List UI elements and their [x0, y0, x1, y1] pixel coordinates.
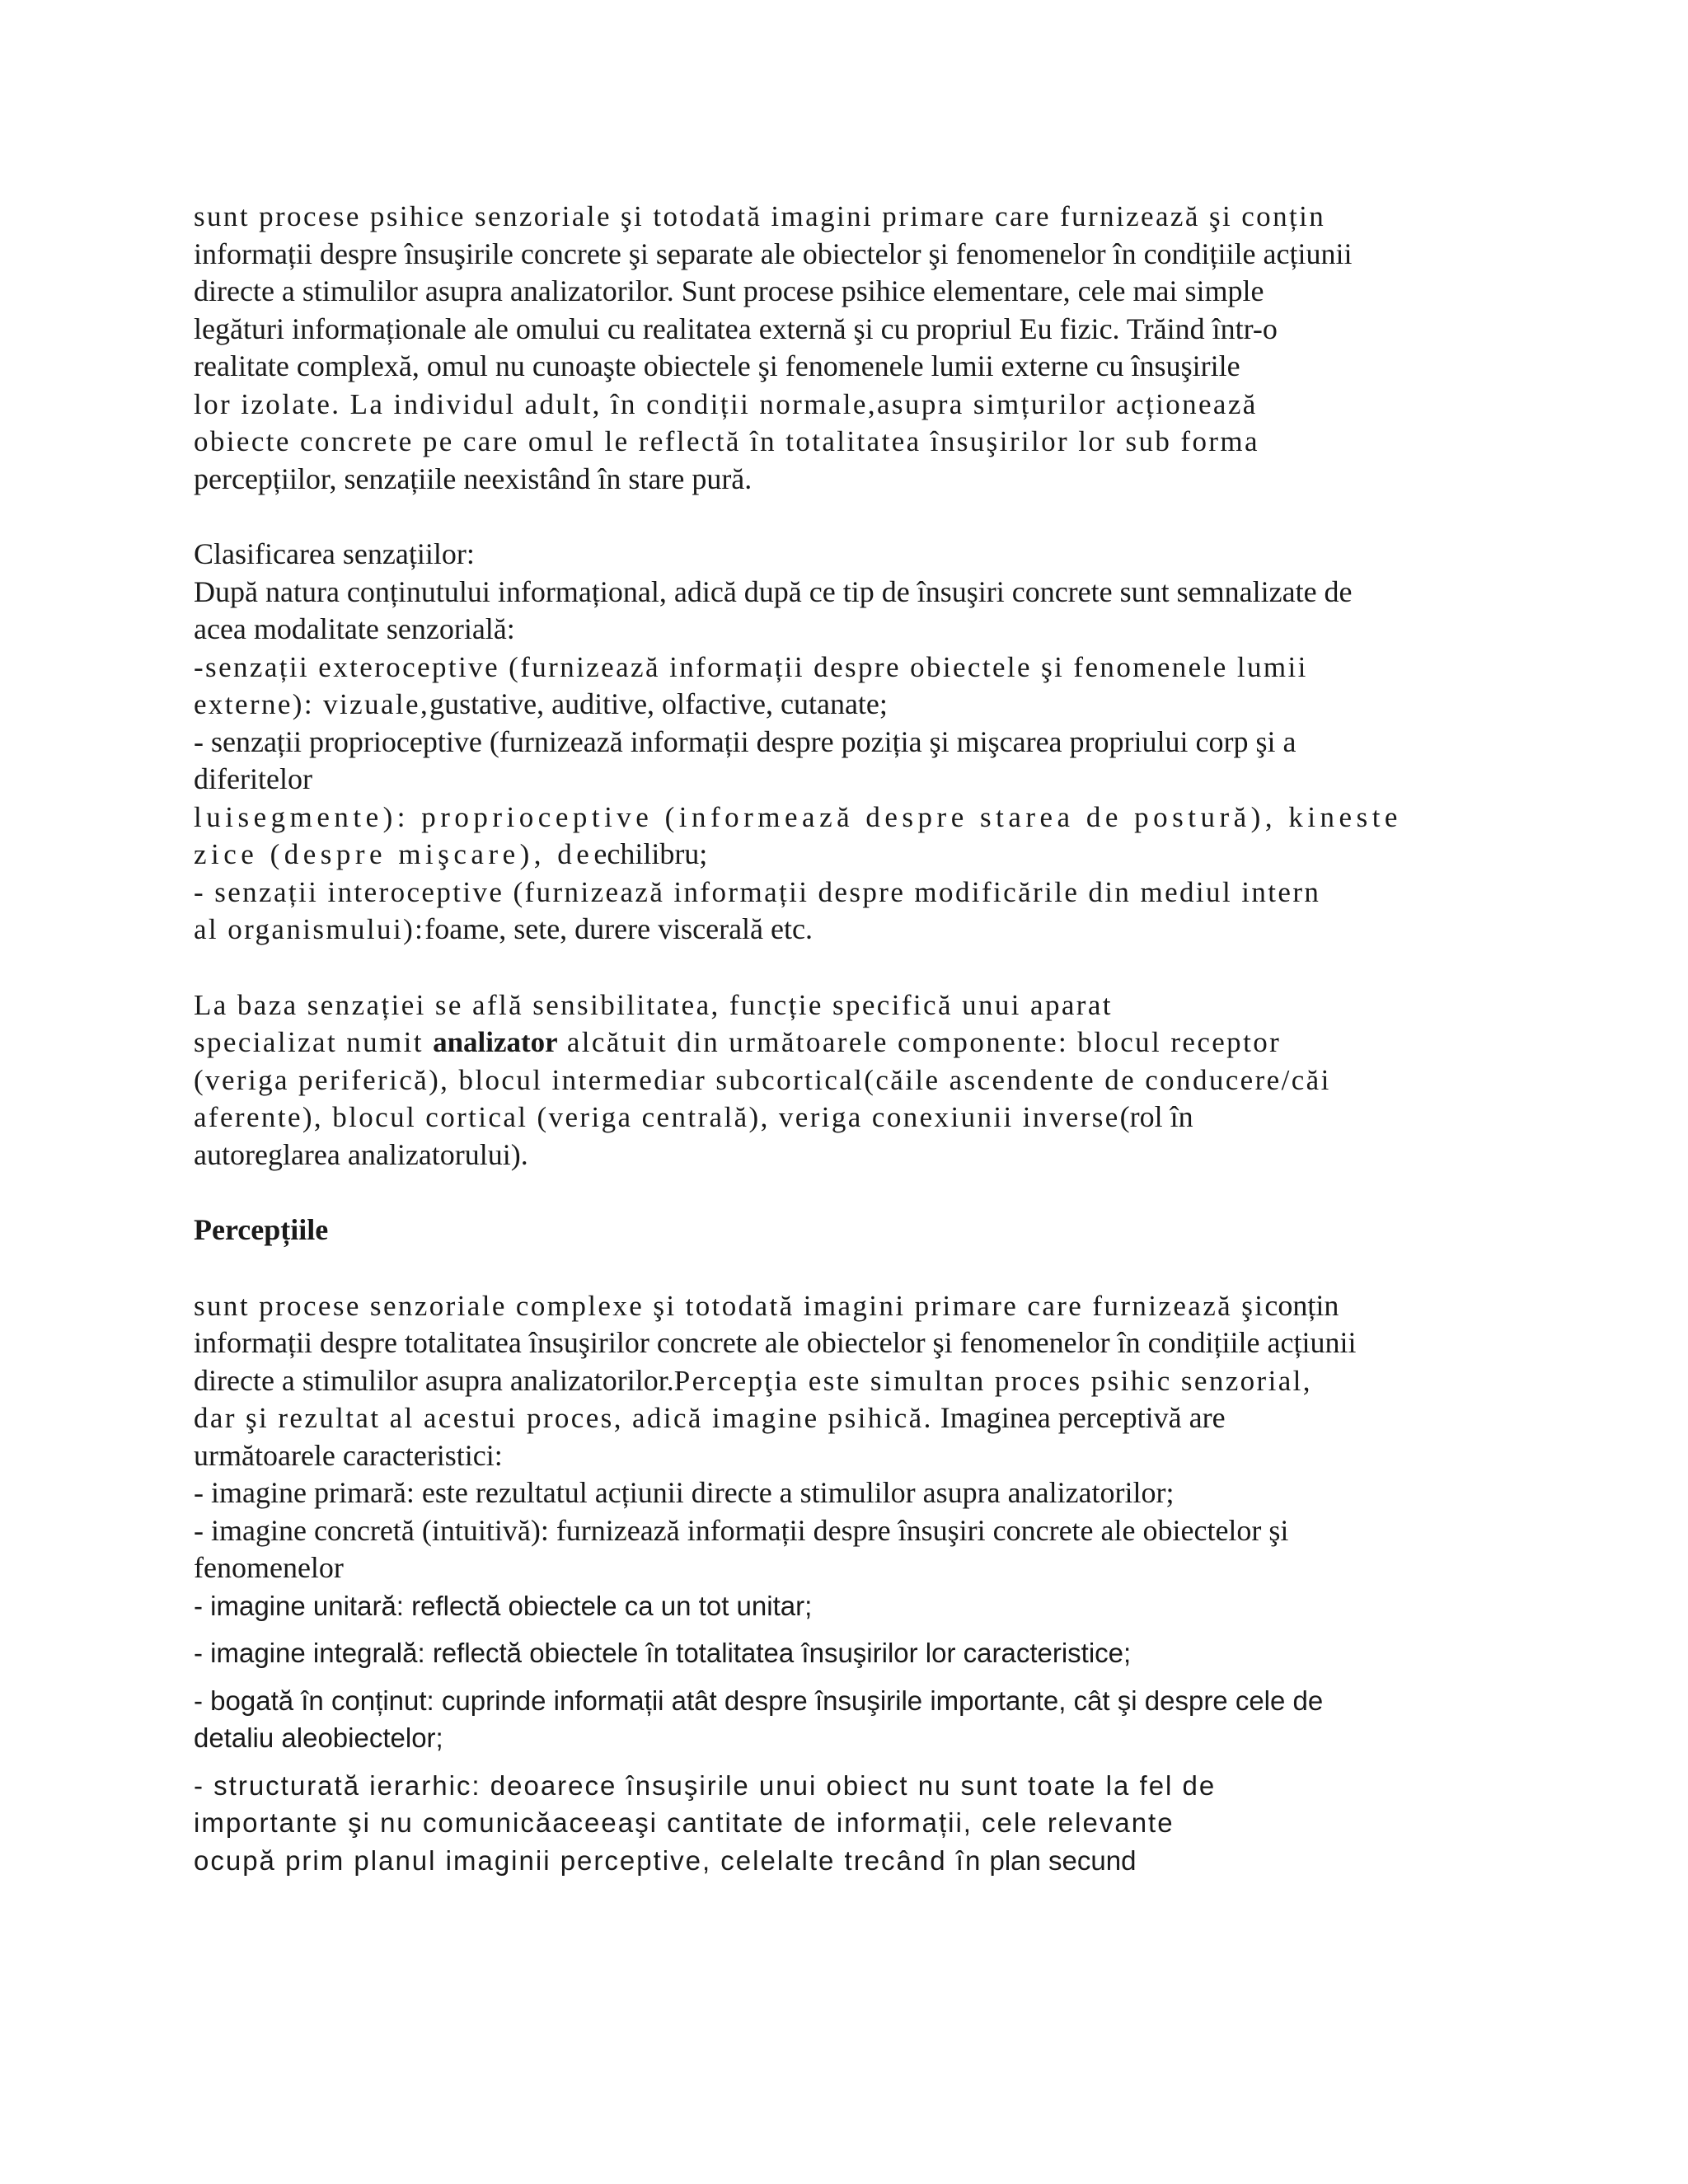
text-span: gustative, auditive, olfactive, cutanate;: [429, 687, 888, 720]
text-line: [194, 1842, 1504, 1880]
text-line: - imagine integrală: reflectă obiectele în totalitatea însuşirilor lor caracteristice;: [194, 1638, 1132, 1668]
text-line: diferitelor: [194, 762, 312, 795]
paragraph-gap: [194, 1249, 1504, 1287]
text-line: [194, 1362, 1504, 1400]
text-span: zice (despre mişcare), de: [194, 838, 594, 870]
text-span: importante şi nu comunică: [194, 1807, 553, 1838]
text-line: [194, 1399, 1504, 1437]
text-span: (rol în: [1119, 1100, 1193, 1133]
text-line: [194, 1024, 1504, 1062]
text-line: legături informaționale ale omului cu realitatea externă şi cu propriul Eu fizic. Trăind într-o: [194, 312, 1278, 345]
text-span: foame, sete, durere viscerală etc.: [424, 912, 813, 945]
text-line: - senzații interoceptive (furnizează informații despre modificările din mediul intern: [194, 875, 1321, 908]
text-line: informații despre totalitatea însuşirilor concrete ale obiectelor şi fenomenelor în condițiile acțiunii: [194, 1326, 1357, 1359]
text-line: - senzații proprioceptive (furnizează informații despre poziția şi mişcarea propriului corp şi a: [194, 724, 1296, 758]
text-span: alcătuit din următoarele componente: blocul receptor: [557, 1026, 1282, 1058]
section-heading: Percepțiile: [194, 1213, 329, 1246]
text-line: percepțiilor, senzațiile neexistând în stare pură.: [194, 462, 753, 495]
text-span: realitate complexă, omul nu cunoaşte obiectele şi fenomenele lumii externe cu însuşirile: [194, 349, 1240, 382]
text-line: [194, 1099, 1504, 1137]
text-line: - imagine primară: este rezultatul acțiunii directe a stimulilor asupra analizatorilor;: [194, 1476, 1175, 1509]
text-line: [194, 836, 1504, 874]
text-span: plan secund: [982, 1844, 1137, 1876]
text-line: - imagine unitară: reflectă obiectele ca un tot unitar;: [194, 1590, 813, 1621]
text-span: dar şi rezultat al acestui proces, adică imagine psihică.: [194, 1402, 933, 1434]
text-line: [194, 348, 1504, 386]
text-span: aferente), blocul cortical (veriga centrală), veriga conexiunii inverse: [194, 1101, 1120, 1133]
text-span: directe a stimulilor asupra analizatorilor.: [194, 1363, 674, 1397]
text-span: obiectelor;: [317, 1722, 443, 1753]
text-line: După natura conținutului informațional, adică după ce tip de însuşiri concrete sunt semnalizate de: [194, 574, 1353, 608]
text-line: lor izolate. La individul adult, în condiții normale,asupra simțurilor acționează: [194, 387, 1258, 420]
text-line: luisegmente): proprioceptive (informează despre starea de postură), kineste: [194, 800, 1402, 833]
paragraph-gap: [194, 1174, 1504, 1212]
text-line: [194, 1287, 1504, 1325]
text-line: - imagine concretă (intuitivă): furnizează informații despre însuşiri concrete ale obiectelor şi: [194, 1513, 1289, 1547]
text-line: următoarele caracteristici:: [194, 1438, 503, 1472]
text-line: - bogată în conținut: cuprinde informații atât despre însuşirile importante, cât şi despre cele de: [194, 1685, 1324, 1716]
text-line: informații despre însuşirile concrete şi separate ale obiectelor şi fenomenelor în condițiile acțiunii: [194, 237, 1353, 270]
text-line: [194, 1804, 1504, 1842]
text-span: externe): vizuale,: [194, 688, 430, 720]
text-line: directe a stimulilor asupra analizatorilor. Sunt procese psihice elementare, cele mai simple: [194, 274, 1264, 307]
text-line: -senzații exteroceptive (furnizează informații despre obiectele şi fenomenele lumii: [194, 650, 1308, 683]
text-span: aceeaşi cantitate de informații, cele relevante: [552, 1807, 1175, 1838]
text-line: sunt procese psihice senzoriale şi totodată imagini primare care furnizează şi conțin: [194, 200, 1326, 232]
text-line: fenomenelor: [194, 1551, 344, 1584]
text-line: La baza senzației se află sensibilitatea, funcție specifică unui aparat: [194, 988, 1113, 1021]
text-span: Percepţia este simultan proces psihic senzorial,: [673, 1364, 1312, 1397]
text-line: [194, 686, 1504, 724]
text-span: sunt procese senzoriale complexe şi totodată imagini primare care furnizează şi: [194, 1289, 1265, 1322]
text-line: [194, 1719, 1504, 1757]
text-span: al organismului):: [194, 913, 425, 945]
text-line: acea modalitate senzorială:: [194, 612, 515, 645]
text-line: - structurată ierarhic: deoarece însuşirile unui obiect nu sunt toate la fel de: [194, 1769, 1217, 1801]
paragraph-gap: [194, 949, 1504, 987]
text-span: specializat numit: [194, 1026, 434, 1058]
text-line: [194, 911, 1504, 949]
text-line: obiecte concrete pe care omul le reflectă în totalitatea însuşirilor lor sub forma: [194, 425, 1259, 457]
text-span: detaliu ale: [194, 1722, 318, 1753]
text-span: echilibru;: [593, 837, 708, 870]
text-line: (veriga periferică), blocul intermediar subcortical(căile ascendente de conducere/căi: [194, 1063, 1331, 1096]
text-span: conțin: [1264, 1288, 1339, 1322]
paragraph-gap: [194, 498, 1504, 536]
text-line: autoreglarea analizatorului).: [194, 1137, 528, 1171]
section-title: Clasificarea senzațiilor:: [194, 537, 475, 570]
text-span: Imaginea perceptivă are: [932, 1401, 1226, 1434]
bold-term: analizator: [433, 1026, 558, 1058]
document-body: [194, 198, 1504, 1879]
text-span: ocupă prim planul imaginii perceptive, celelalte trecând în: [194, 1844, 982, 1876]
